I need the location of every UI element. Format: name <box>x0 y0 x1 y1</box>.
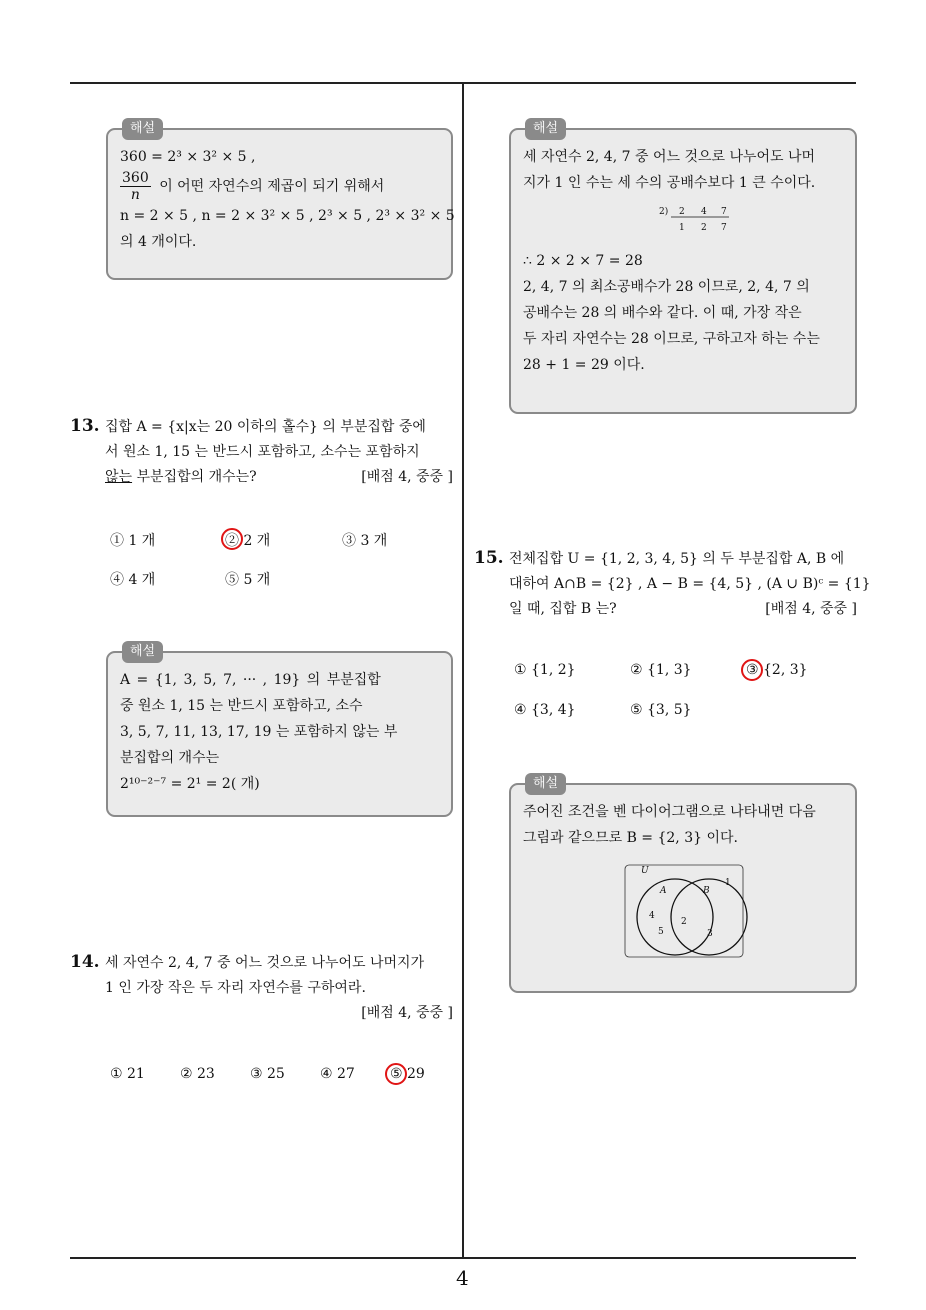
option-15-4[interactable]: ④ {3, 4} <box>514 702 576 718</box>
solution-line: 중 원소 1, 15 는 반드시 포함하고, 소수 <box>120 698 363 714</box>
solution-tag: 해설 <box>525 773 566 795</box>
option-14-5[interactable]: ⑤ 29 <box>390 1066 425 1082</box>
question-line: 대하여 A∩B = {2} , A − B = {4, 5} , (A ∪ B)ᶜ = {1} <box>509 576 871 592</box>
division-ladder <box>523 196 843 244</box>
option-14-1[interactable]: ① 21 <box>110 1066 145 1082</box>
question-14-text <box>105 951 453 1026</box>
venn-element: 2 <box>681 917 687 927</box>
division-cell: 7 <box>721 207 727 217</box>
fraction-denominator: n <box>130 187 140 203</box>
solution-line: 의 4 개이다. <box>120 234 197 250</box>
solution-line: 3, 5, 7, 11, 13, 17, 19 는 포함하지 않는 부 <box>120 724 398 740</box>
score-label: [배점 4, 중중 ] <box>765 601 857 617</box>
answer-circle <box>385 1063 407 1085</box>
option-13-4[interactable]: ④ 4 개 <box>110 572 156 588</box>
question-13-text <box>105 415 453 490</box>
option-15-2[interactable]: ② {1, 3} <box>630 662 692 678</box>
solution-line: 세 자연수 2, 4, 7 중 어느 것으로 나누어도 나머 <box>523 149 816 165</box>
question-number-14: 14. <box>70 952 100 972</box>
option-14-2[interactable]: ② 23 <box>180 1066 215 1082</box>
score-label: [배점 4, 중중 ] <box>361 469 453 485</box>
question-line: 세 자연수 2, 4, 7 중 어느 것으로 나누어도 나머지가 <box>105 955 425 971</box>
division-cell: 7 <box>721 223 727 233</box>
answer-circle <box>741 659 763 681</box>
solution-line: 분집합의 개수는 <box>120 750 220 766</box>
solution-box-12 <box>106 121 455 280</box>
score-label: [배점 4, 중중 ] <box>361 1005 453 1021</box>
solution-text: 이 어떤 자연수의 제곱이 되기 위해서 <box>159 178 385 195</box>
bottom-rule <box>70 1257 856 1259</box>
solution-line: n = 2 × 5 , n = 2 × 3² × 5 , 2³ × 5 , 2³ × 3² × 5 <box>120 208 455 224</box>
solution-line: 공배수는 28 의 배수와 같다. 이 때, 가장 작은 <box>523 305 802 321</box>
fraction-numerator: 360 <box>122 170 149 186</box>
solution-box-13 <box>106 644 453 817</box>
solution-line: ∴ 2 × 2 × 7 = 28 <box>523 253 643 269</box>
venn-label-b: B <box>703 886 710 896</box>
venn-element: 4 <box>649 911 655 921</box>
venn-diagram <box>523 859 843 969</box>
division-cell: 2 <box>701 223 707 233</box>
option-13-1[interactable]: ① 1 개 <box>110 533 156 549</box>
solution-line <box>120 170 439 203</box>
solution-tag: 해설 <box>122 118 163 140</box>
division-divisor: 2) <box>659 207 669 217</box>
division-cell: 1 <box>679 223 685 233</box>
question-line: 1 인 가장 작은 두 자리 자연수를 구하여라. <box>105 980 366 996</box>
solution-line: 360 = 2³ × 3² × 5 , <box>120 149 256 165</box>
solution-box-15 <box>509 776 857 993</box>
solution-line: 28 + 1 = 29 이다. <box>523 357 645 373</box>
option-13-3[interactable]: ③ 3 개 <box>342 533 388 549</box>
page-number: 4 <box>456 1266 469 1290</box>
solution-line: 2, 4, 7 의 최소공배수가 28 이므로, 2, 4, 7 의 <box>523 279 810 295</box>
question-number-13: 13. <box>70 416 100 436</box>
option-13-2[interactable]: ② 2 개 <box>225 533 271 549</box>
answer-circle <box>221 528 243 550</box>
fraction <box>120 170 151 203</box>
division-cell: 2 <box>679 207 685 217</box>
column-divider <box>462 83 464 1258</box>
question-line: 일 때, 집합 B 는? <box>509 601 617 617</box>
question-line: 집합 A = {x|x는 20 이하의 홀수} 의 부분집합 중에 <box>105 419 426 435</box>
option-13-5[interactable]: ⑤ 5 개 <box>225 572 271 588</box>
solution-line: 2¹⁰⁻²⁻⁷ = 2¹ = 2( 개) <box>120 776 260 792</box>
venn-element: 3 <box>707 929 713 939</box>
division-cell: 4 <box>701 207 707 217</box>
option-15-5[interactable]: ⑤ {3, 5} <box>630 702 692 718</box>
question-15-text <box>509 547 871 622</box>
option-15-1[interactable]: ① {1, 2} <box>514 662 576 678</box>
underlined-text: 않는 <box>105 469 133 485</box>
option-14-3[interactable]: ③ 25 <box>250 1066 285 1082</box>
venn-element: 5 <box>658 927 664 937</box>
solution-line: 두 자리 자연수는 28 이므로, 구하고자 하는 수는 <box>523 331 820 347</box>
question-text: 부분집합의 개수는? <box>136 469 257 485</box>
venn-label-u: U <box>641 866 649 876</box>
venn-element: 1 <box>725 878 731 888</box>
solution-line: 지가 1 인 수는 세 수의 공배수보다 1 큰 수이다. <box>523 175 816 191</box>
solution-tag: 해설 <box>122 641 163 663</box>
option-14-4[interactable]: ④ 27 <box>320 1066 355 1082</box>
solution-line: 주어진 조건을 벤 다이어그램으로 나타내면 다음 <box>523 804 816 820</box>
option-15-3[interactable]: ③ {2, 3} <box>746 662 808 678</box>
solution-line: A = {1, 3, 5, 7, ··· , 19} 의 부분집합 <box>120 672 381 688</box>
question-number-15: 15. <box>474 548 504 568</box>
solution-tag: 해설 <box>525 118 566 140</box>
solution-line: 그림과 같으므로 B = {2, 3} 이다. <box>523 830 738 846</box>
venn-label-a: A <box>660 886 667 896</box>
solution-box-14 <box>509 121 857 414</box>
question-line: 서 원소 1, 15 는 반드시 포함하고, 소수는 포함하지 <box>105 444 420 460</box>
question-line: 전체집합 U = {1, 2, 3, 4, 5} 의 두 부분집합 A, B 에 <box>509 551 845 567</box>
